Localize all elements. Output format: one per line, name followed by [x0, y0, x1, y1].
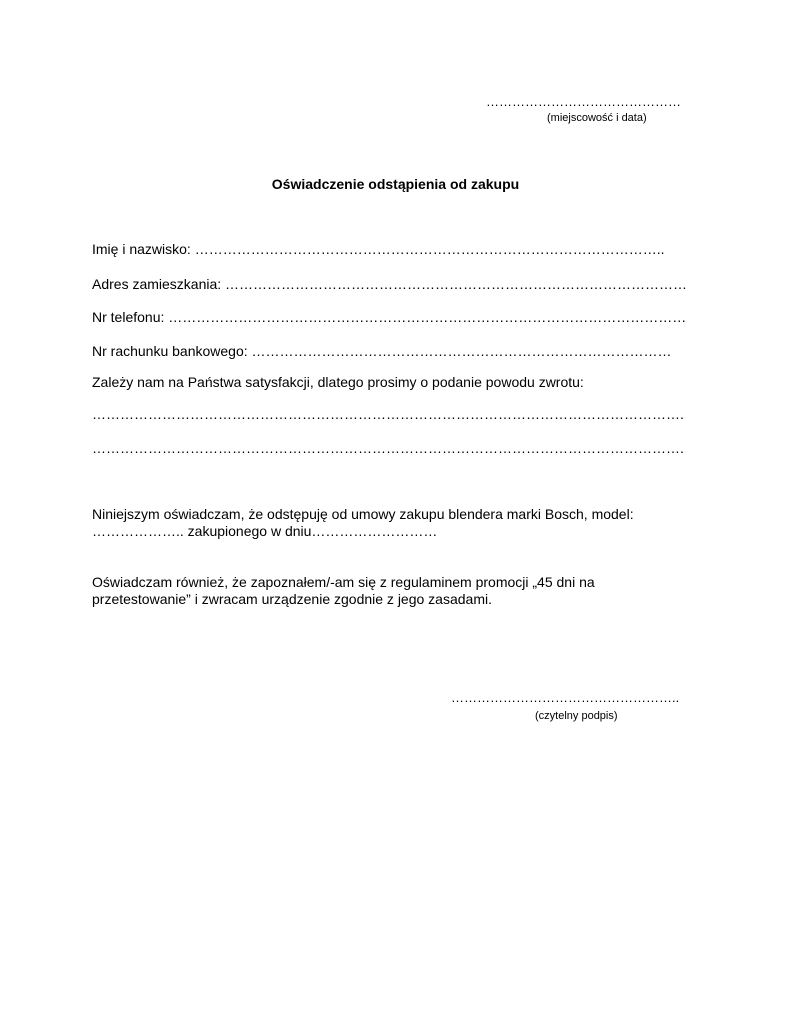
promotion-declaration-line-1: Oświadczam również, że zapoznałem/-am się z regulaminem promocji „45 dni na — [92, 574, 595, 590]
withdrawal-declaration-line-1: Niniejszym oświadczam, że odstępuję od umowy zakupu blendera marki Bosch, model: — [92, 506, 634, 522]
place-date-caption: (miejscowość i data) — [547, 112, 647, 124]
address-field: Adres zamieszkania: ……………………………………………………………………………………… — [92, 276, 688, 292]
promotion-declaration-line-2: przetestowanie” i zwracam urządzenie zgodnie z jego zasadami. — [92, 591, 492, 607]
signature-line: …………………………………………….. — [451, 690, 680, 705]
return-reason-line-2: ………………………………………………………………………………………………………………. — [92, 440, 684, 456]
withdrawal-declaration-line-2: ……………….. zakupionego w dniu……………………… — [92, 523, 438, 539]
signature-caption: (czytelny podpis) — [535, 710, 618, 722]
return-reason-line-1: ………………………………………………………………………………………………………………. — [92, 406, 684, 422]
bank-account-field: Nr rachunku bankowego: ……………………………………………………………………………… — [92, 343, 672, 359]
place-date-line: ……………………………………… — [486, 94, 681, 109]
promotion-declaration — [92, 574, 699, 608]
document-title: Oświadczenie odstąpienia od zakupu — [271, 176, 520, 192]
name-field: Imię i nazwisko: ……………………………………………………………………………………….. — [92, 241, 665, 257]
withdrawal-declaration — [92, 506, 699, 540]
phone-field: Nr telefonu: ………………………………………………………………………………………………… — [92, 309, 687, 325]
return-reason-prompt: Zależy nam na Państwa satysfakcji, dlatego prosimy o podanie powodu zwrotu: — [92, 374, 584, 390]
